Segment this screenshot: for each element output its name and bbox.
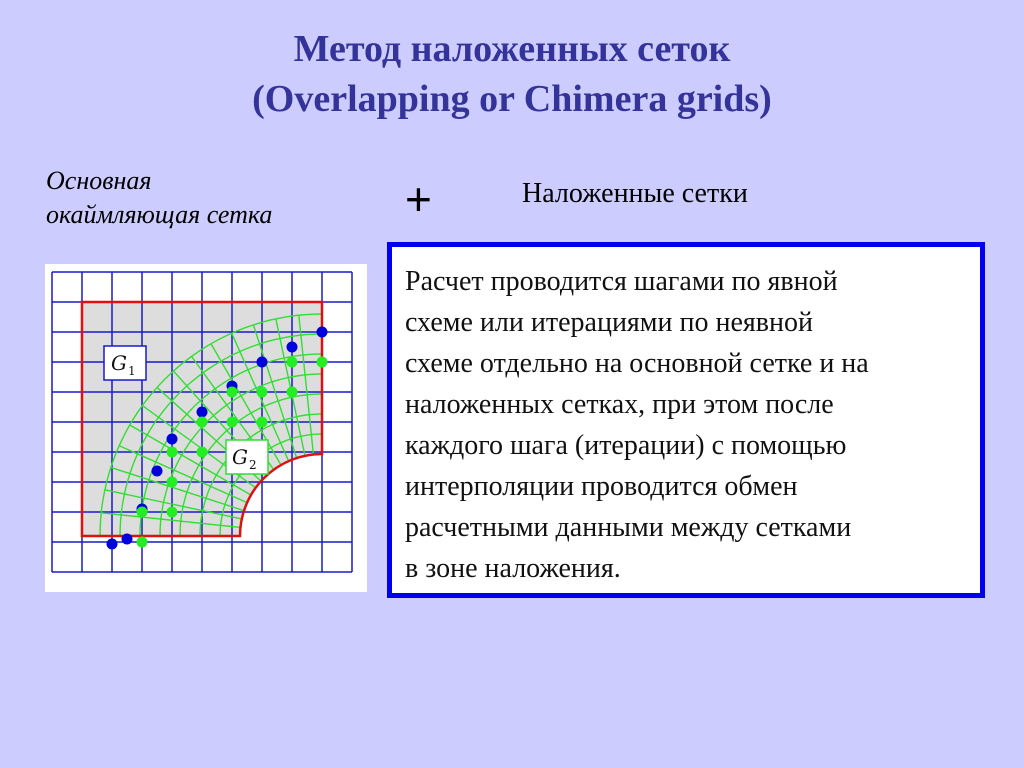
- slide-title: [0, 24, 1024, 124]
- green-point: [227, 417, 238, 428]
- description-line: наложенных сетках, при этом после: [405, 389, 834, 420]
- green-point: [287, 387, 298, 398]
- g2-subscript: 2: [249, 458, 257, 472]
- g1-label: G: [111, 351, 127, 375]
- blue-point: [257, 357, 268, 368]
- green-point: [227, 387, 238, 398]
- description-box: [387, 242, 985, 598]
- green-point: [137, 507, 148, 518]
- green-point: [167, 477, 178, 488]
- plus-sign: +: [405, 173, 432, 225]
- description-line: расчетными данными между сетками: [405, 512, 852, 543]
- green-point: [167, 447, 178, 458]
- base-grid-label: [46, 164, 272, 232]
- blue-point: [197, 407, 208, 418]
- overlapping-grids-label: Наложенные сетки: [522, 178, 748, 209]
- base-grid-label-line-1: Основная: [46, 166, 152, 195]
- description-line: схеме отдельно на основной сетке и на: [405, 348, 869, 379]
- blue-point: [287, 342, 298, 353]
- chimera-grid-figure: [45, 264, 367, 592]
- chimera-grid-diagram: [45, 264, 367, 592]
- description-line: схеме или итерациями по неявной: [405, 307, 813, 338]
- green-point: [167, 507, 178, 518]
- green-point: [197, 417, 208, 428]
- blue-point: [122, 534, 133, 545]
- green-point: [317, 357, 328, 368]
- base-grid-label-line-2: окаймляющая сетка: [46, 200, 273, 229]
- g1-label-box: [104, 346, 146, 380]
- g2-label: G: [232, 445, 248, 469]
- green-point: [257, 417, 268, 428]
- blue-point: [152, 466, 163, 477]
- title-line-1: Метод наложенных сеток: [293, 28, 731, 70]
- g1-subscript: 1: [128, 364, 136, 378]
- green-point: [197, 447, 208, 458]
- green-point: [257, 387, 268, 398]
- description-line: каждого шага (итерации) с помощью: [405, 430, 847, 461]
- title-line-2: (Overlapping or Chimera grids): [252, 78, 772, 120]
- blue-point: [167, 434, 178, 445]
- description-line: Расчет проводится шагами по явной: [405, 266, 838, 297]
- green-point: [137, 537, 148, 548]
- green-point: [287, 357, 298, 368]
- blue-point: [317, 327, 328, 338]
- description-line: интерполяции проводится обмен: [405, 471, 798, 502]
- blue-point: [107, 539, 118, 550]
- g2-label-box: [226, 440, 268, 474]
- description-line: в зоне наложения.: [405, 553, 621, 584]
